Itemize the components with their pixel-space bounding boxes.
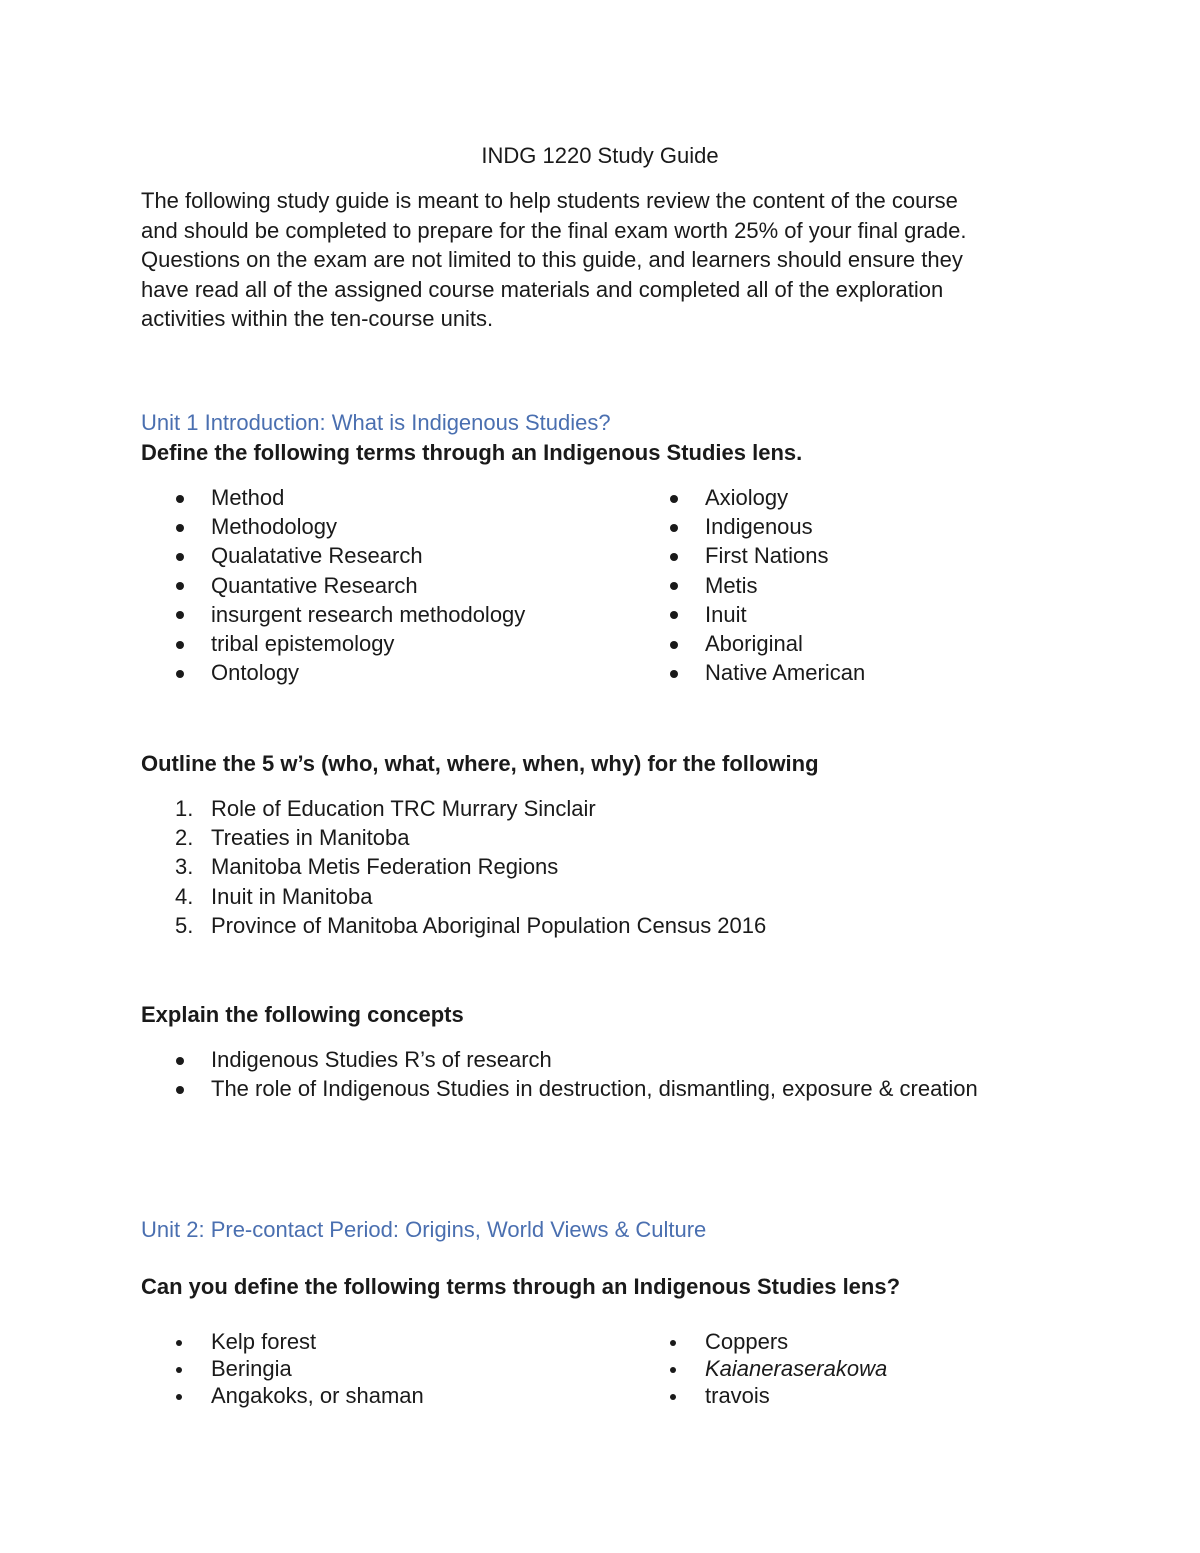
list-item: 4. Inuit in Manitoba	[175, 883, 373, 909]
list-item: Metis	[635, 571, 1055, 600]
bullet-icon	[670, 1340, 676, 1346]
list-item: First Nations	[635, 541, 1055, 570]
list-item: Indigenous	[635, 512, 1055, 541]
bullet-icon	[670, 1367, 676, 1373]
list-item: The role of Indigenous Studies in destruction, dismantling, exposure & creation	[141, 1074, 1141, 1103]
bullet-icon	[176, 1057, 184, 1065]
unit2-define-heading: Can you define the following terms through an Indigenous Studies lens?	[141, 1274, 901, 1299]
list-item: Axiology	[635, 483, 1055, 512]
bullet-icon	[670, 611, 678, 619]
unit1-define-heading: Define the following terms through an Indigenous Studies lens.	[141, 440, 803, 465]
list-item: Methodology	[141, 512, 621, 541]
list-item: Ontology	[141, 658, 621, 687]
unit1-outline-heading: Outline the 5 w’s (who, what, where, when, why) for the following	[141, 751, 819, 776]
intro-line: have read all of the assigned course materials and completed all of the exploration	[141, 276, 944, 302]
bullet-icon	[176, 1367, 182, 1373]
bullet-icon	[176, 611, 184, 619]
unit2-terms-left-list	[141, 1328, 621, 1409]
list-item: Quantative Research	[141, 571, 621, 600]
list-item: Kelp forest	[141, 1328, 621, 1355]
unit1-explain-heading: Explain the following concepts	[141, 1002, 464, 1027]
bullet-icon	[176, 1394, 182, 1400]
intro-line: Questions on the exam are not limited to this guide, and learners should ensure they	[141, 247, 963, 272]
list-item: Method	[141, 483, 621, 512]
page-title: INDG 1220 Study Guide	[481, 143, 719, 168]
bullet-icon	[670, 582, 678, 590]
list-item: Indigenous Studies R’s of research	[141, 1045, 1141, 1074]
bullet-icon	[176, 524, 184, 532]
unit1-outline-list	[141, 794, 1041, 940]
bullet-icon	[670, 495, 678, 503]
bullet-icon	[176, 1340, 182, 1346]
list-item: tribal epistemology	[141, 629, 621, 658]
unit1-terms-right-list	[635, 483, 1055, 687]
bullet-icon	[670, 524, 678, 532]
bullet-icon	[670, 641, 678, 649]
list-item: Inuit	[635, 600, 1055, 629]
list-item: 1. Role of Education TRC Murrary Sinclair	[175, 796, 596, 821]
list-item: Native American	[635, 658, 1055, 687]
list-item: Beringia	[141, 1355, 621, 1382]
bullet-icon	[670, 553, 678, 561]
intro-line: and should be completed to prepare for the final exam worth 25% of your final grade.	[141, 217, 967, 243]
bullet-icon	[176, 553, 184, 561]
unit2-heading: Unit 2: Pre-contact Period: Origins, World Views & Culture	[141, 1217, 707, 1242]
list-item: 5. Province of Manitoba Aboriginal Population Census 2016	[175, 912, 767, 938]
list-item: Angakoks, or shaman	[141, 1382, 621, 1409]
bullet-icon	[670, 670, 678, 678]
list-item: insurgent research methodology	[141, 600, 621, 629]
bullet-icon	[176, 1086, 184, 1094]
bullet-icon	[176, 582, 184, 590]
list-item: Qualatative Research	[141, 541, 621, 570]
bullet-icon	[176, 641, 184, 649]
intro-paragraph	[141, 186, 1061, 334]
bullet-icon	[176, 495, 184, 503]
unit1-terms-left-list	[141, 483, 621, 687]
unit1-heading: Unit 1 Introduction: What is Indigenous Studies?	[141, 410, 611, 435]
bullet-icon	[670, 1394, 676, 1400]
list-item: Aboriginal	[635, 629, 1055, 658]
unit2-terms-right-list	[635, 1328, 1055, 1409]
intro-line: The following study guide is meant to help students review the content of the course	[141, 188, 958, 213]
unit1-concepts-list	[141, 1045, 1141, 1103]
list-item: 2. Treaties in Manitoba	[175, 825, 410, 851]
list-item: 3. Manitoba Metis Federation Regions	[175, 854, 559, 880]
list-item: Kaianeraserakowa	[635, 1355, 1055, 1382]
list-item: Coppers	[635, 1328, 1055, 1355]
intro-line: activities within the ten-course units.	[141, 306, 494, 331]
bullet-icon	[176, 670, 184, 678]
list-item: travois	[635, 1382, 1055, 1409]
